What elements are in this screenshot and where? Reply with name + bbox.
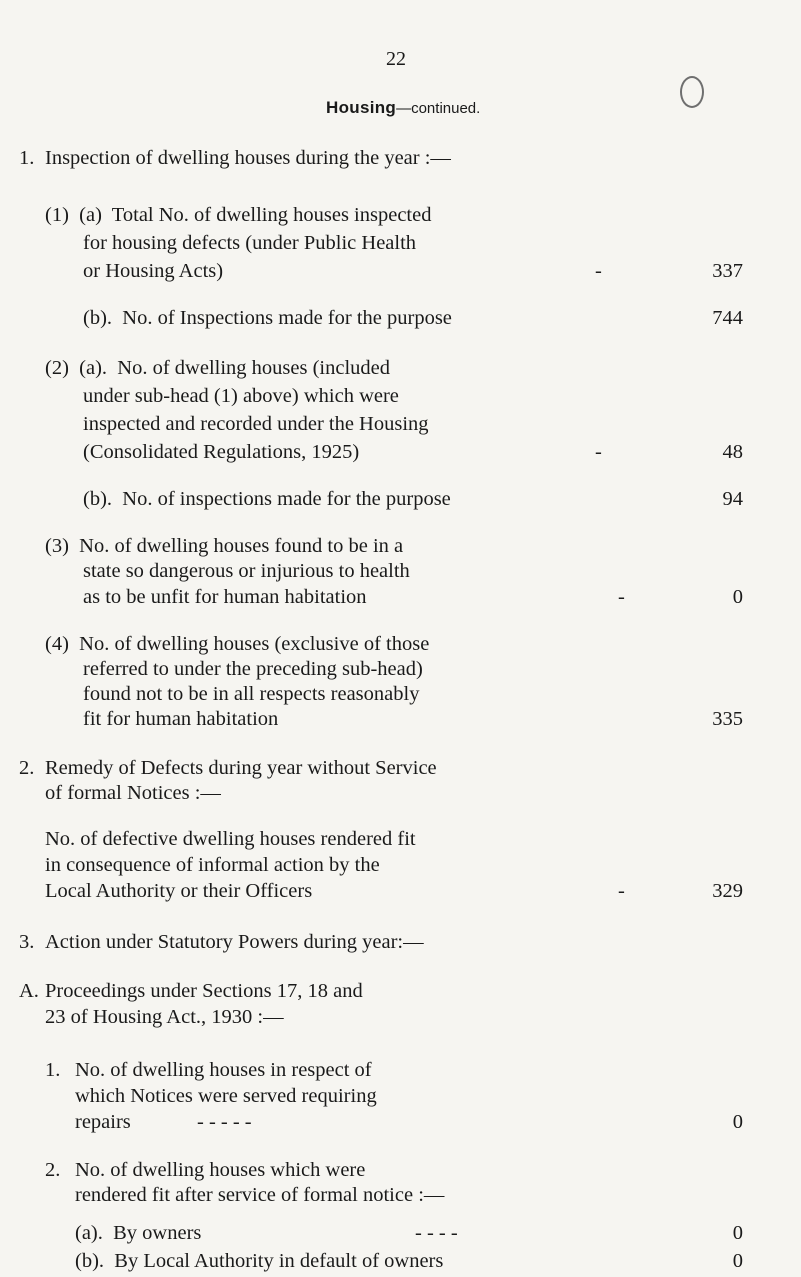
section-2-number: 2. (19, 757, 35, 779)
section-a-line2: 23 of Housing Act., 1930 :— (45, 1006, 284, 1028)
item-2a-line4: (Consolidated Regulations, 1925) (83, 441, 360, 463)
running-head-title: Housing (326, 98, 397, 117)
item-2a-value: 48 (722, 441, 743, 463)
item-4-line1: (4) No. of dwelling houses (exclusive of those (45, 633, 430, 655)
item-4-line3: found not to be in all respects reasonably (83, 683, 420, 705)
leader-dashes: - - - - (415, 1222, 458, 1244)
item-4-value: 335 (712, 708, 743, 730)
running-head (326, 98, 480, 118)
item-a2-line1: No. of dwelling houses which were (75, 1159, 366, 1181)
item-a1-line2: which Notices were served requiring (75, 1085, 377, 1107)
item-a2-line2: rendered fit after service of formal notice :— (75, 1184, 445, 1206)
leader-dash: - (595, 441, 602, 463)
section-a-line1: Proceedings under Sections 17, 18 and (45, 980, 363, 1002)
section-2-body-line1: No. of defective dwelling houses rendered fit (45, 828, 416, 850)
item-2a-line1: (2) (a). No. of dwelling houses (included (45, 357, 390, 379)
item-1a-value: 337 (712, 260, 743, 282)
item-a1-line3: repairs (75, 1111, 131, 1133)
leader-dash: - (618, 586, 625, 608)
item-1b: (b). No. of Inspections made for the purpose (83, 307, 452, 329)
punch-hole-icon (680, 76, 704, 108)
item-3-line1: (3) No. of dwelling houses found to be in a (45, 535, 404, 557)
section-2-body-line3: Local Authority or their Officers (45, 880, 313, 902)
section-a-letter: A. (19, 980, 39, 1002)
section-2-line2: of formal Notices :— (45, 782, 221, 804)
item-a2-number: 2. (45, 1159, 61, 1181)
item-1a-line3: or Housing Acts) (83, 260, 224, 282)
item-a2b: (b). By Local Authority in default of owners (75, 1250, 444, 1272)
item-a2a-value: 0 (732, 1222, 743, 1244)
leader-dash: - (595, 260, 602, 282)
item-a2a: (a). By owners (75, 1222, 202, 1244)
item-2b-value: 94 (722, 488, 743, 510)
item-1a-line2: for housing defects (under Public Health (83, 232, 417, 254)
item-3-value: 0 (732, 586, 743, 608)
running-head-continued: —continued. (396, 100, 481, 117)
leader-dash: - (618, 880, 625, 902)
section-2-value: 329 (712, 880, 743, 902)
item-4-line4: fit for human habitation (83, 708, 279, 730)
item-2a-line3: inspected and recorded under the Housing (83, 413, 429, 435)
item-a1-value: 0 (732, 1111, 743, 1133)
item-2b: (b). No. of inspections made for the purpose (83, 488, 451, 510)
item-3-line3: as to be unfit for human habitation (83, 586, 367, 608)
item-a1-line1: No. of dwelling houses in respect of (75, 1059, 372, 1081)
section-1-title: Inspection of dwelling houses during the year :— (45, 147, 451, 169)
item-1b-value: 744 (712, 307, 743, 329)
section-3-number: 3. (19, 931, 35, 953)
section-2-line1: Remedy of Defects during year without Service (45, 757, 437, 779)
section-3-title: Action under Statutory Powers during year:— (45, 931, 424, 953)
item-a1-number: 1. (45, 1059, 61, 1081)
item-a2b-value: 0 (732, 1250, 743, 1272)
item-1a-line1: (1) (a) Total No. of dwelling houses inspected (45, 204, 432, 226)
item-4-line2: referred to under the preceding sub-head) (83, 658, 423, 680)
section-1-number: 1. (19, 147, 35, 169)
section-2-body-line2: in consequence of informal action by the (45, 854, 380, 876)
item-2a-line2: under sub-head (1) above) which were (83, 385, 399, 407)
page-number: 22 (386, 48, 406, 70)
item-3-line2: state so dangerous or injurious to health (83, 560, 410, 582)
leader-dashes: - - - - - (197, 1111, 252, 1133)
